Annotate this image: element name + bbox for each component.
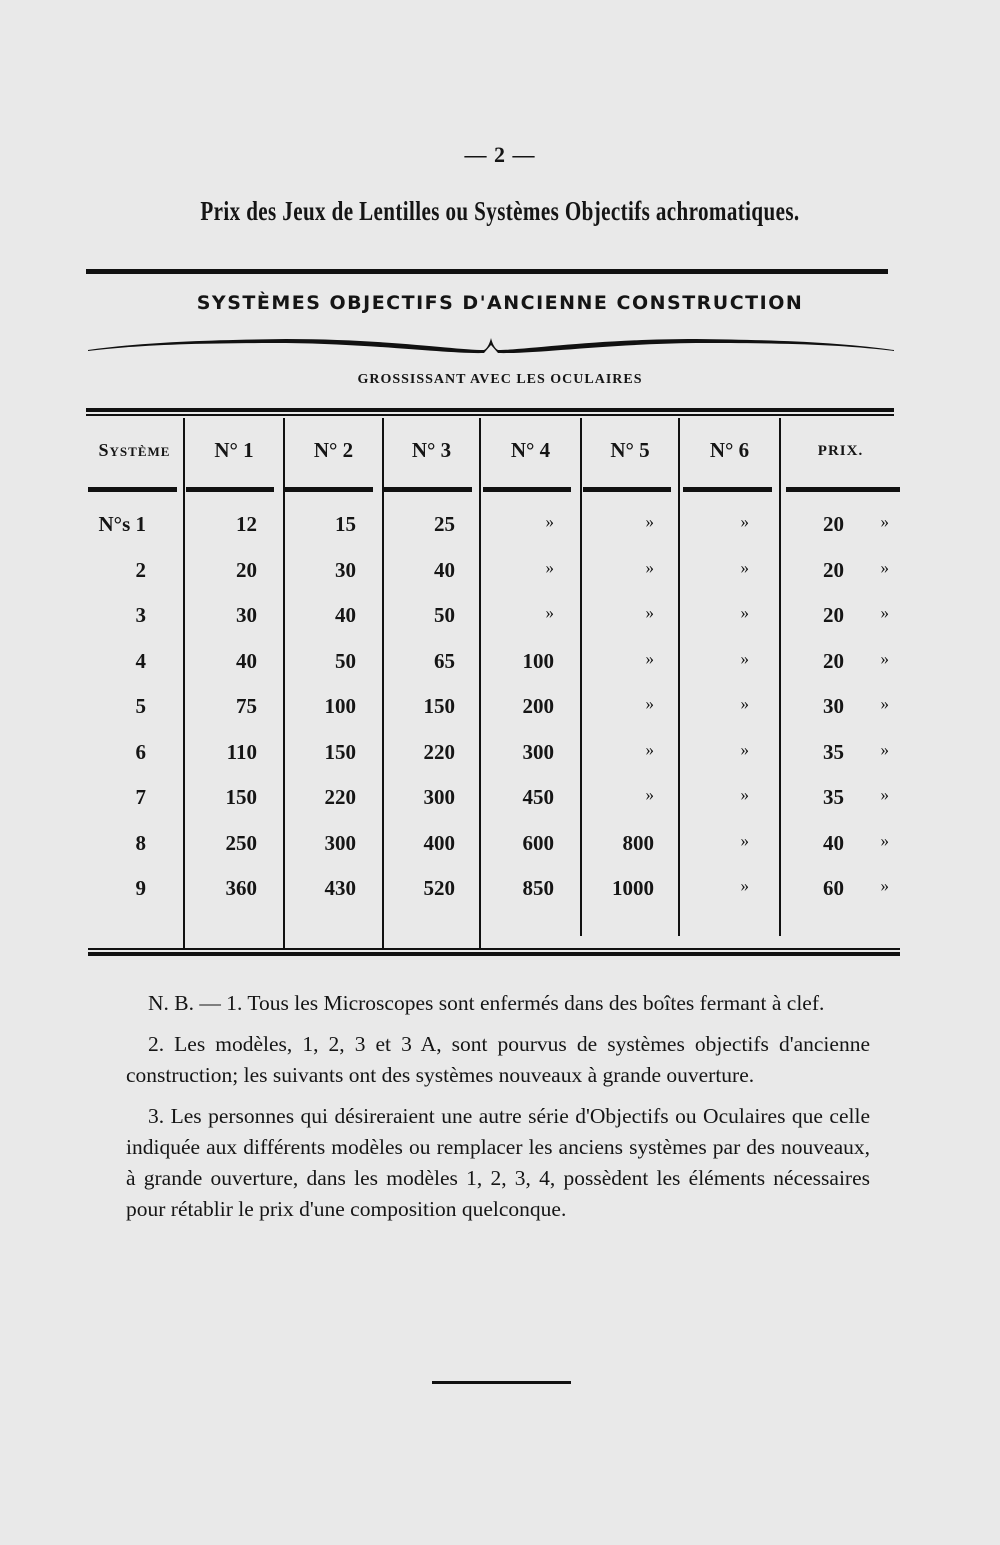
table-cell-n2: 430 [324, 876, 356, 900]
subheading: GROSSISSANT AVEC LES OCULAIRES [357, 372, 643, 387]
brace-ornament [86, 330, 896, 360]
table-cell-n5: » [645, 694, 654, 713]
table-cell-prix-suffix: » [880, 557, 889, 577]
page-number: — 2 — [464, 142, 536, 167]
table-cell-n3: 65 [434, 648, 455, 673]
column-divider [678, 418, 680, 936]
column-divider [580, 418, 582, 936]
table-cell-n5: » [645, 785, 654, 804]
table-cell-n2: 220 [324, 785, 356, 809]
table-cell-n5: » [645, 648, 654, 668]
table-cell-systeme: 2 [135, 557, 146, 582]
table-cell-n1: 75 [236, 694, 257, 718]
table-cell-prix: 40 [823, 830, 844, 855]
header-bar [88, 487, 177, 492]
table-cell-prix-suffix: » [880, 648, 889, 668]
page-title: Prix des Jeux de Lentilles ou Systèmes Objectifs achromatiques. [200, 196, 800, 226]
table-cell-n1: 12 [236, 512, 257, 536]
table-cell-prix: 35 [823, 785, 844, 809]
table-cell-prix-suffix: » [880, 512, 889, 531]
table-cell-systeme: N°s 1 [98, 512, 146, 536]
table-cell-systeme: 7 [135, 785, 146, 809]
table-top-rule [86, 408, 894, 416]
header-prix: PRIX. [817, 443, 864, 459]
table-cell-n3: 50 [434, 603, 455, 627]
column-divider [479, 418, 481, 948]
table-cell-n3: 220 [423, 739, 455, 764]
table-cell-n6: » [740, 694, 749, 713]
table-cell-n6: » [740, 648, 749, 668]
header-bar [583, 487, 671, 492]
table-cell-prix: 30 [823, 694, 844, 718]
table-cell-n6: » [740, 830, 749, 850]
table-cell-prix-suffix: » [880, 876, 889, 895]
table-cell-n6: » [740, 512, 749, 531]
table-cell-n5: 800 [622, 830, 654, 855]
header-n3: N° 3 [411, 438, 452, 462]
table-cell-prix: 20 [823, 648, 844, 673]
table-cell-prix-suffix: » [880, 830, 889, 850]
notes-section [126, 988, 870, 1235]
header-systeme: Système [98, 440, 171, 460]
table-cell-n4: 450 [522, 785, 554, 809]
top-rule [86, 269, 888, 274]
header-n6: N° 6 [709, 438, 750, 462]
table-cell-systeme: 5 [135, 694, 146, 718]
header-n4: N° 4 [510, 438, 551, 462]
table-cell-n4: 600 [522, 830, 554, 855]
table-cell-prix: 60 [823, 876, 844, 900]
table-cell-n5: » [645, 557, 654, 577]
section-heading: SYSTÈMES OBJECTIFS D'ANCIENNE CONSTRUCTION [196, 292, 804, 314]
table-cell-n2: 300 [324, 830, 356, 855]
table-cell-n2: 30 [335, 557, 356, 582]
table-cell-n2: 15 [335, 512, 356, 536]
note-2: 2. Les modèles, 1, 2, 3 et 3 A, sont pourvus de systèmes objectifs d'ancienne construction; les suivants ont des systèmes nouveaux à grande ouverture. [126, 1032, 870, 1087]
table-cell-systeme: 8 [135, 830, 146, 855]
table-cell-n5: » [645, 512, 654, 531]
table-cell-systeme: 3 [135, 603, 146, 627]
header-bar [285, 487, 373, 492]
header-bar [483, 487, 571, 492]
header-n5: N° 5 [610, 438, 650, 462]
table-cell-n4: » [545, 557, 554, 577]
table-cell-n1: 360 [225, 876, 257, 900]
header-n1: N° 1 [214, 438, 254, 462]
table-cell-prix: 20 [823, 557, 844, 582]
table-cell-prix-suffix: » [880, 603, 889, 622]
table-cell-n1: 30 [236, 603, 257, 627]
table-cell-n2: 40 [335, 603, 356, 627]
column-divider [779, 418, 781, 936]
table-cell-n6: » [740, 603, 749, 622]
table-cell-prix: 20 [823, 603, 844, 627]
table-cell-n1: 20 [236, 557, 257, 582]
price-table [86, 418, 900, 950]
table-cell-n3: 25 [434, 512, 455, 536]
table-cell-n2: 150 [324, 739, 356, 764]
table-cell-n4: 200 [522, 694, 554, 718]
table-cell-systeme: 9 [135, 876, 146, 900]
table-cell-n6: » [740, 785, 749, 804]
note-3: 3. Les personnes qui désireraient une autre série d'Objectifs ou Oculaires que celle indiquée aux différents modèles ou remplacer les anciens systèmes par des nouveaux, à grande ouverture, dans les modèles 1, 2, 3, 4, possèdent les éléments nécessaires pour rétablir le prix d'une composition quelconque. [126, 1104, 870, 1221]
column-divider [382, 418, 384, 948]
table-cell-prix-suffix: » [880, 694, 889, 713]
table-cell-n5: » [645, 603, 654, 622]
table-cell-n3: 40 [434, 557, 455, 582]
table-bottom-rule [88, 948, 900, 956]
table-cell-n4: » [545, 603, 554, 622]
table-cell-n5: » [645, 739, 654, 759]
table-cell-n4: 300 [522, 739, 554, 764]
table-cell-n6: » [740, 557, 749, 577]
table-cell-n4: 850 [522, 876, 554, 900]
table-cell-systeme: 4 [135, 648, 146, 673]
table-cell-n1: 40 [236, 648, 257, 673]
header-bar [186, 487, 274, 492]
column-divider [183, 418, 185, 948]
table-cell-prix-suffix: » [880, 785, 889, 804]
table-cell-n2: 100 [324, 694, 356, 718]
note-1: N. B. — 1. Tous les Microscopes sont enfermés dans des boîtes fermant à clef. [148, 991, 825, 1015]
table-cell-prix-suffix: » [880, 739, 889, 759]
header-bar [786, 487, 900, 492]
table-cell-n6: » [740, 739, 749, 759]
footer-rule [432, 1381, 571, 1384]
header-n2: N° 2 [313, 438, 354, 462]
table-cell-prix: 20 [823, 512, 844, 536]
table-cell-n1: 150 [225, 785, 257, 809]
table-cell-n3: 150 [423, 694, 455, 718]
table-cell-n2: 50 [335, 648, 356, 673]
table-cell-prix: 35 [823, 739, 844, 764]
table-cell-systeme: 6 [135, 739, 146, 764]
table-cell-n3: 300 [423, 785, 455, 809]
table-cell-n1: 110 [226, 739, 257, 764]
column-divider [283, 418, 285, 948]
table-cell-n4: 100 [522, 648, 554, 673]
table-cell-n4: » [545, 512, 554, 531]
table-cell-n3: 520 [423, 876, 455, 900]
table-cell-n1: 250 [225, 830, 257, 855]
table-cell-n5: 1000 [612, 876, 654, 900]
table-cell-n6: » [740, 876, 749, 895]
table-cell-n3: 400 [423, 830, 455, 855]
header-bar [683, 487, 772, 492]
header-bar [384, 487, 472, 492]
